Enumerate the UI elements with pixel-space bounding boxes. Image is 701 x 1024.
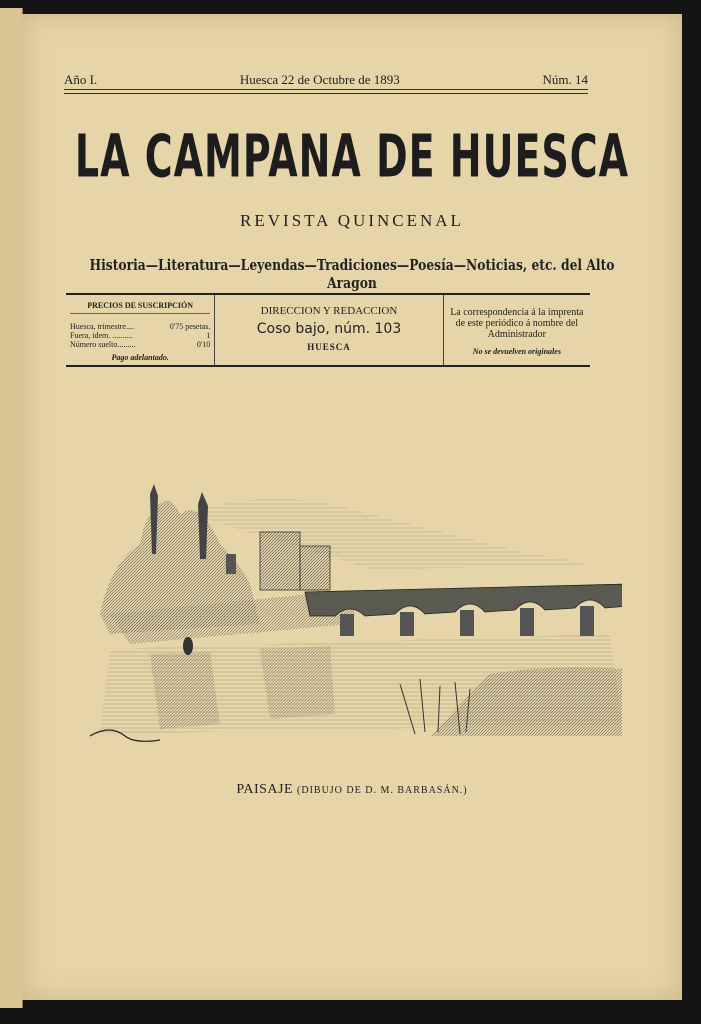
price-value: 0'75 pesetas. — [169, 322, 211, 331]
issue-year: Año I. — [64, 72, 98, 87]
caption-credit: (DIBUJO DE D. M. BARBASÁN.) — [297, 785, 468, 796]
payment-note: Pago adelantado. — [111, 353, 169, 362]
correspondence-info — [444, 295, 590, 365]
price-label: Huesca, trimestre.... — [70, 322, 134, 331]
newspaper-title: LA CAMPANA DE HUESCA — [74, 122, 630, 191]
header-rule — [64, 89, 588, 94]
issue-date: Huesca 22 de Octubre de 1893 — [239, 72, 400, 87]
price-value: 0'10 — [196, 340, 211, 349]
editorial-city: HUESCA — [307, 342, 351, 352]
landscape-engraving-icon — [70, 474, 622, 764]
price-label: Fuera, idem. .......... — [70, 331, 133, 340]
newspaper-subtitle: REVISTA QUINCENAL — [240, 211, 464, 230]
price-value: 1 — [206, 331, 211, 340]
correspondence-text: La correspondencia á la imprenta de este periódico á nombre del Administrador — [450, 307, 584, 340]
originals-note: No se devuelven originales — [472, 347, 561, 356]
editorial-address: Coso bajo, núm. 103 — [256, 321, 402, 337]
subscription-prices — [66, 295, 215, 365]
masthead-line — [64, 72, 588, 88]
price-row — [70, 340, 210, 349]
editorial-office — [215, 295, 443, 365]
info-box — [66, 293, 590, 367]
topics-line: Historia—Literatura—Leyendas—Tradiciones—Poesía—Noticias, etc. del Alto Aragon — [89, 256, 615, 292]
illustration-caption — [22, 782, 682, 798]
previous-page-edge — [0, 8, 23, 1008]
editorial-heading: DIRECCION Y REDACCION — [260, 305, 398, 317]
caption-title: PAISAJE — [236, 782, 294, 797]
newspaper-page — [22, 14, 682, 1000]
price-row — [70, 331, 210, 340]
price-row — [70, 322, 210, 331]
subscription-heading: PRECIOS DE SUSCRIPCIÓN — [70, 301, 210, 314]
price-label: Número suelto......... — [70, 340, 136, 349]
issue-number: Núm. 14 — [542, 72, 588, 87]
